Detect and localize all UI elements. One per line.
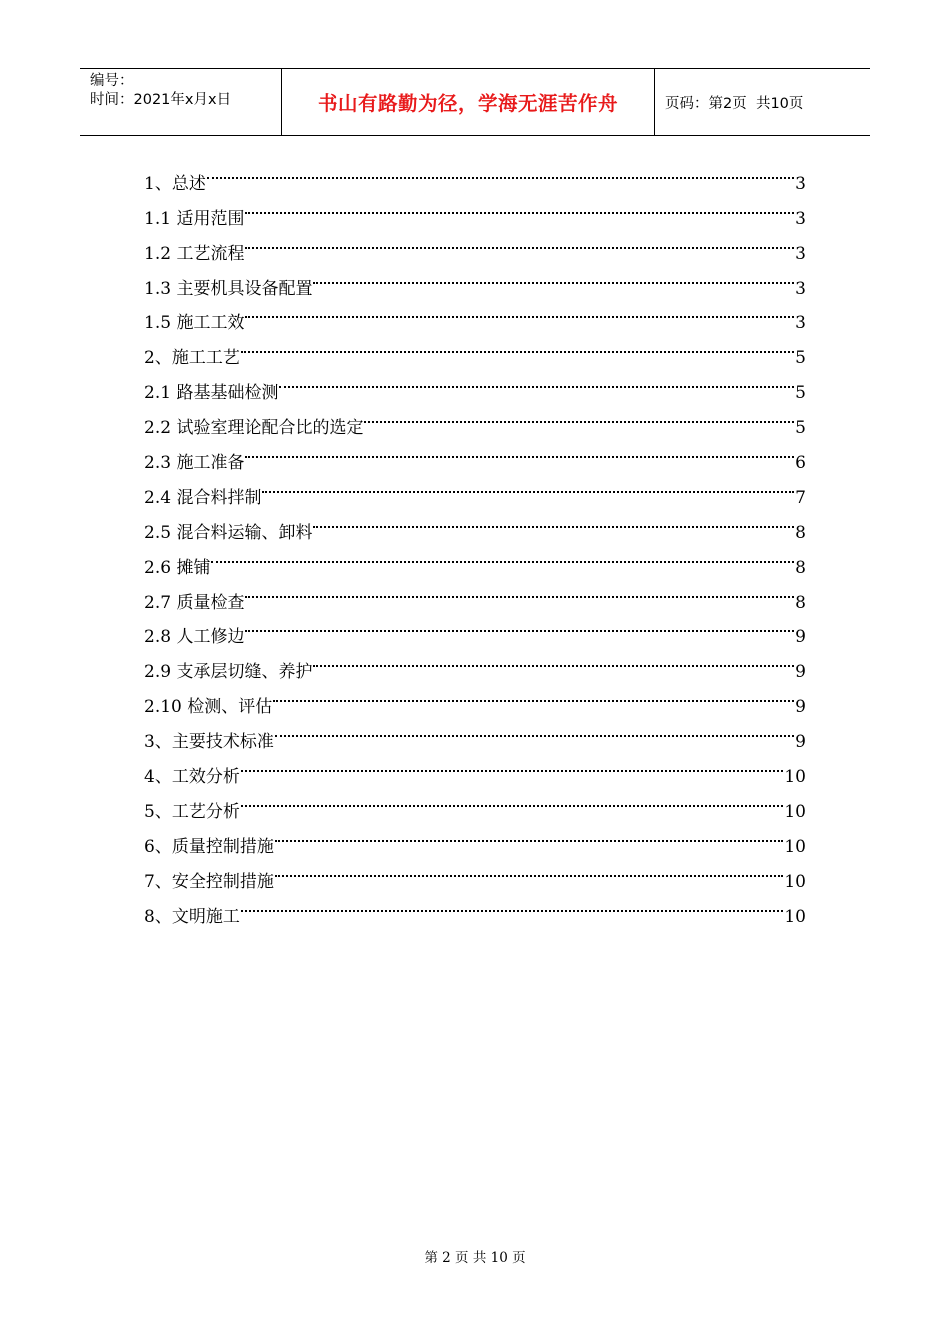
toc-entry[interactable]: [144, 782, 806, 822]
toc-entry[interactable]: [144, 817, 806, 857]
toc-entry-page: 9: [795, 662, 806, 683]
toc-entry-title: 7、安全控制措施: [144, 871, 274, 892]
toc-entry-page: 3: [795, 243, 806, 264]
toc-dot-leader: [245, 224, 794, 259]
page-footer: 第 2 页 共 10 页: [424, 1250, 526, 1266]
toc-dot-leader: [245, 294, 794, 329]
toc-dot-leader: [245, 573, 794, 608]
toc-entry[interactable]: [144, 573, 806, 613]
toc-entry-page: 10: [784, 767, 806, 788]
toc-dot-leader: [262, 468, 794, 503]
toc-entry-title: 2、施工工艺: [144, 348, 240, 369]
toc-entry-title: 6、质量控制措施: [144, 836, 274, 857]
toc-entry-page: 8: [795, 557, 806, 578]
page-header: [80, 68, 870, 136]
toc-entry[interactable]: [144, 154, 806, 194]
table-of-contents: [144, 154, 806, 927]
toc-entry-page: 5: [795, 418, 806, 439]
toc-entry-page: 10: [784, 906, 806, 927]
header-info-cell: [80, 69, 282, 135]
toc-entry-page: 8: [795, 592, 806, 613]
toc-dot-leader: [275, 712, 794, 747]
toc-entry-title: 1、总述: [144, 173, 206, 194]
document-time-label: 时间：2021年x月x日: [90, 92, 232, 108]
toc-dot-leader: [241, 328, 794, 363]
toc-entry-page: 3: [795, 313, 806, 334]
toc-entry-title: 2.5 混合料运输、卸料: [144, 522, 313, 543]
toc-entry-title: 1.2 工艺流程: [144, 243, 245, 264]
toc-entry[interactable]: [144, 538, 806, 578]
toc-entry-title: 1.3 主要机具设备配置: [144, 278, 313, 299]
toc-entry[interactable]: [144, 747, 806, 788]
toc-dot-leader: [313, 259, 794, 294]
toc-dot-leader: [273, 677, 794, 712]
document-number-label: 编号：: [90, 73, 134, 89]
toc-entry-title: 2.3 施工准备: [144, 453, 245, 474]
toc-entry-title: 2.7 质量检查: [144, 592, 245, 613]
toc-entry-title: 2.1 路基基础检测: [144, 383, 279, 404]
toc-dot-leader: [241, 747, 784, 782]
header-motto: 书山有路勤为径，学海无涯苦作舟: [317, 92, 618, 115]
toc-entry-page: 9: [795, 627, 806, 648]
toc-dot-leader: [241, 782, 784, 817]
header-page-info: 页码：第2页 共10页: [665, 95, 804, 112]
toc-entry-title: 2.2 试验室理论配合比的选定: [144, 418, 364, 439]
toc-entry-page: 10: [784, 871, 806, 892]
toc-dot-leader: [279, 363, 794, 398]
toc-dot-leader: [241, 887, 784, 922]
toc-entry-page: 6: [795, 453, 806, 474]
toc-entry-page: 10: [784, 801, 806, 822]
toc-entry[interactable]: [144, 887, 806, 927]
toc-entry[interactable]: [144, 363, 806, 404]
toc-entry-page: 9: [795, 697, 806, 718]
toc-dot-leader: [245, 433, 794, 468]
toc-entry-title: 3、主要技术标准: [144, 732, 274, 753]
toc-dot-leader: [207, 154, 794, 189]
toc-entry-page: 9: [795, 732, 806, 753]
toc-dot-leader: [245, 608, 794, 643]
toc-dot-leader: [275, 852, 784, 887]
toc-dot-leader: [245, 189, 794, 224]
toc-entry-title: 2.9 支承层切缝、养护: [144, 662, 313, 683]
toc-entry-page: 8: [795, 522, 806, 543]
toc-entry-page: 5: [795, 383, 806, 404]
toc-dot-leader: [211, 538, 794, 573]
toc-entry-title: 5、工艺分析: [144, 801, 240, 822]
toc-entry-page: 3: [795, 278, 806, 299]
toc-entry-page: 3: [795, 208, 806, 229]
toc-entry-page: 7: [795, 487, 806, 508]
toc-dot-leader: [313, 642, 794, 677]
toc-entry-title: 4、工效分析: [144, 767, 240, 788]
toc-entry-page: 10: [784, 836, 806, 857]
toc-entry[interactable]: [144, 328, 806, 369]
toc-entry-title: 1.1 适用范围: [144, 208, 245, 229]
toc-entry-title: 2.10 检测、评估: [144, 697, 273, 718]
toc-entry-title: 2.6 摊铺: [144, 557, 211, 578]
header-page-cell: [655, 69, 870, 135]
toc-entry-page: 3: [795, 173, 806, 194]
toc-dot-leader: [313, 503, 794, 538]
toc-entry-title: 2.4 混合料拌制: [144, 487, 262, 508]
toc-dot-leader: [364, 398, 794, 433]
toc-dot-leader: [275, 817, 784, 852]
toc-entry-title: 1.5 施工工效: [144, 313, 245, 334]
toc-entry-title: 8、文明施工: [144, 906, 240, 927]
header-motto-cell: [282, 69, 655, 135]
toc-entry-page: 5: [795, 348, 806, 369]
toc-entry-title: 2.8 人工修边: [144, 627, 245, 648]
toc-entry[interactable]: [144, 189, 806, 229]
